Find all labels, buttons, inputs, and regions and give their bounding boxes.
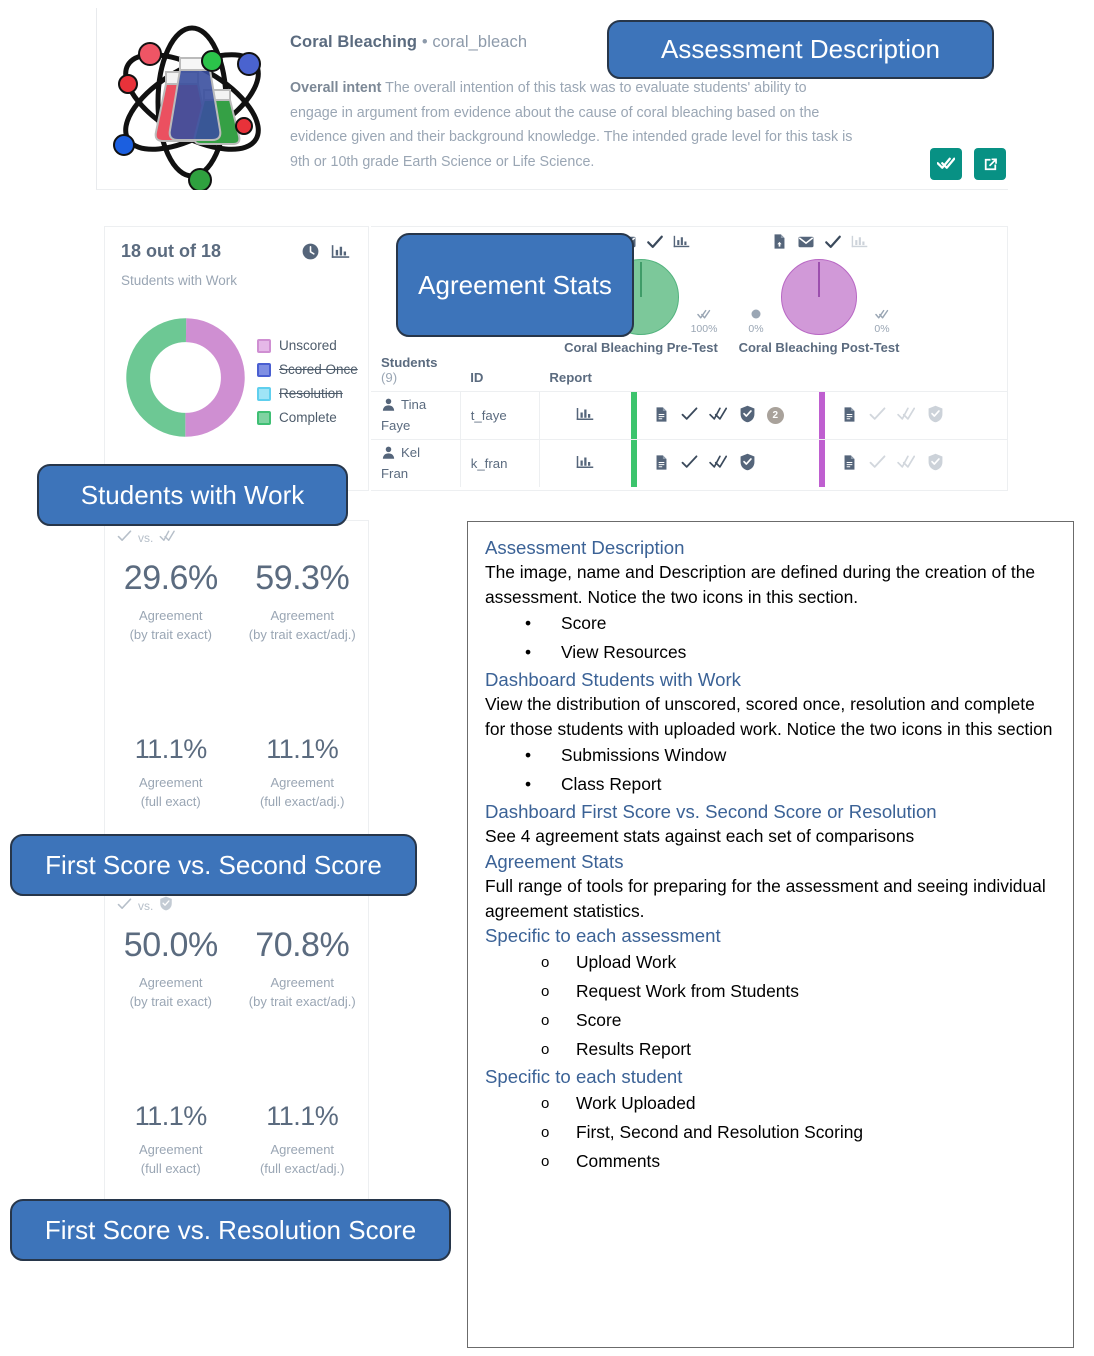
shield-check-icon — [159, 896, 173, 916]
assessment-title-slug: coral_bleach — [432, 33, 528, 51]
notes-list-dashboard-students-with-work — [485, 741, 1057, 799]
agreement-label-line2: (full exact) — [140, 1161, 201, 1176]
student-name-cell — [371, 440, 460, 488]
agreement-value: 70.8% — [255, 926, 350, 964]
agreement-label-line2: (by trait exact) — [129, 627, 212, 642]
agreement-comparison-header — [117, 896, 173, 916]
first-score-check-icon[interactable] — [869, 455, 886, 472]
overall-intent-text: The overall intention of this task was to evaluate students' ability to engage in argument from evidence about the cause of coral bleaching based on the evidence given and their background knowledge. The intended grade level for this task is 9th or 10th grade Earth Science or Life Science. — [290, 80, 853, 170]
pie-needle — [640, 262, 642, 297]
vs-label: vs. — [138, 531, 154, 545]
resolution-shield-check-icon[interactable] — [739, 453, 756, 474]
header-students-count: (9) — [381, 370, 398, 385]
bullet-icon: • — [525, 745, 532, 766]
list-item-label: Results Report — [576, 1039, 692, 1060]
second-score-double-check-icon[interactable] — [897, 407, 916, 424]
legend-swatch-unscored — [257, 339, 271, 353]
bullet-icon: o — [541, 1124, 550, 1142]
assessment-title — [290, 33, 527, 52]
assessment-column-post-test — [734, 233, 904, 356]
vs-label: vs. — [138, 899, 154, 913]
upload-file-icon[interactable] — [771, 233, 788, 255]
agreement-label-line2: (full exact/adj.) — [259, 1161, 345, 1176]
legend-label-unscored: Unscored — [279, 338, 337, 353]
students-with-work-donut-chart — [123, 315, 248, 440]
student-name-cell — [371, 392, 460, 440]
legend-item — [257, 409, 358, 426]
post-test-status-cell — [825, 440, 1008, 488]
agreement-label — [237, 773, 369, 811]
agreement-stats-first-vs-resolution-card — [104, 887, 369, 1205]
class-report-button[interactable] — [331, 242, 350, 266]
double-check-icon — [684, 309, 724, 322]
agreement-stat-full-exact — [105, 733, 237, 811]
agreement-label-line1: Agreement — [138, 975, 203, 990]
students-with-work-count: 18 out of 18 — [121, 241, 222, 261]
bullet-icon: o — [541, 954, 550, 972]
list-item-label: Class Report — [561, 774, 662, 795]
double-check-icon — [862, 309, 902, 322]
callout-assessment-description: Assessment Description — [607, 20, 994, 79]
bar-chart-icon[interactable] — [576, 411, 594, 426]
table-row[interactable] — [371, 392, 1008, 440]
check-icon[interactable] — [646, 233, 664, 256]
notes-heading-specific-to-each-student: Specific to each student — [485, 1066, 683, 1088]
legend-swatch-resolution — [257, 387, 271, 401]
legend-item — [257, 385, 358, 402]
list-item-label: Score — [576, 1010, 622, 1031]
legend-swatch-complete — [257, 411, 271, 425]
assessment-title-separator: • — [421, 33, 428, 51]
callout-students-with-work: Students with Work — [37, 464, 348, 526]
legend-label-complete: Complete — [279, 410, 337, 425]
agreement-label-line1: Agreement — [270, 975, 335, 990]
list-item-label: Score — [561, 613, 607, 634]
agreement-label-line1: Agreement — [270, 608, 335, 623]
list-item — [485, 770, 1057, 799]
post-test-left-stat — [736, 309, 776, 335]
legend-label-resolution: Resolution — [279, 386, 343, 401]
notes-body-dashboard-first-vs-second: See 4 agreement stats against each set of comparisons — [485, 826, 915, 847]
table-row[interactable] — [371, 440, 1008, 488]
resolution-shield-check-icon[interactable] — [927, 405, 944, 426]
legend-label-scored-once: Scored Once — [279, 362, 358, 377]
document-icon[interactable] — [653, 406, 670, 426]
header-students-label: Students — [381, 355, 438, 370]
callout-first-vs-second-score: First Score vs. Second Score — [10, 834, 417, 896]
legend-item — [257, 361, 358, 378]
document-icon[interactable] — [841, 406, 858, 426]
student-name: Kel Fran — [381, 445, 421, 481]
list-item — [485, 1006, 1057, 1035]
second-score-double-check-icon[interactable] — [897, 455, 916, 472]
list-item — [485, 948, 1057, 977]
agreement-label-line1: Agreement — [270, 1142, 335, 1157]
student-id: t_faye — [460, 392, 539, 440]
agreement-stat-full-exact — [105, 1100, 237, 1178]
avatar-person-icon — [381, 445, 396, 465]
list-item — [485, 1035, 1057, 1064]
agreement-label-line2: (full exact) — [140, 794, 201, 809]
post-test-pie-chart — [781, 259, 857, 335]
bullet-icon: o — [541, 1012, 550, 1030]
agreement-stats-first-vs-second-card — [104, 520, 369, 838]
bullet-icon: o — [541, 1041, 550, 1059]
bullet-icon: o — [541, 1095, 550, 1113]
agreement-value: 11.1% — [266, 1101, 339, 1131]
agreement-value: 11.1% — [266, 734, 339, 764]
callout-first-vs-resolution-score: First Score vs. Resolution Score — [10, 1199, 451, 1261]
agreement-stat-by-trait-exact — [105, 926, 237, 1011]
students-with-work-legend — [257, 337, 358, 433]
list-item-label: Work Uploaded — [576, 1093, 696, 1114]
second-score-double-check-icon[interactable] — [709, 455, 728, 472]
list-item — [485, 609, 1057, 638]
list-item-label: View Resources — [561, 642, 687, 663]
clock-icon — [301, 242, 320, 261]
student-name: Tina Faye — [381, 397, 427, 433]
post-test-right-percent: 0% — [874, 323, 890, 335]
bar-chart-icon[interactable] — [673, 233, 690, 255]
agreement-stat-full-exact-adj — [237, 1100, 369, 1178]
bar-chart-icon[interactable] — [576, 459, 594, 474]
bar-chart-icon — [331, 242, 350, 261]
callout-agreement-stats: Agreement Stats — [396, 233, 634, 337]
notes-list-specific-to-each-student — [485, 1089, 1057, 1176]
post-test-status-cell — [825, 392, 1008, 440]
header-post-test-icons — [825, 355, 1008, 392]
list-item-label: Upload Work — [576, 952, 677, 973]
check-icon — [117, 897, 132, 915]
bullet-icon: o — [541, 983, 550, 1001]
double-check-icon — [159, 529, 176, 547]
assessment-title-main: Coral Bleaching — [290, 33, 418, 51]
check-icon — [117, 529, 132, 547]
agreement-label — [237, 973, 369, 1011]
agreement-stat-by-trait-exact-adj — [237, 559, 369, 644]
header-students — [371, 355, 460, 392]
header-id: ID — [470, 370, 484, 385]
assessment-toolbar-post-test — [734, 233, 904, 255]
first-score-check-icon[interactable] — [681, 455, 698, 472]
list-item — [485, 638, 1057, 667]
notes-heading-assessment-description: Assessment Description — [485, 537, 685, 558]
avatar-person-icon — [381, 397, 396, 417]
post-test-left-percent: 0% — [748, 323, 764, 335]
bullet-icon: • — [525, 774, 532, 795]
agreement-label-line1: Agreement — [138, 1142, 203, 1157]
agreement-label-line2: (full exact/adj.) — [259, 794, 345, 809]
header-pre-test-icons — [637, 355, 820, 392]
score-button[interactable] — [930, 148, 962, 180]
list-item — [485, 977, 1057, 1006]
assessment-logo-atom-icon — [104, 14, 280, 190]
envelope-icon[interactable] — [797, 233, 815, 256]
agreement-stat-full-exact-adj — [237, 733, 369, 811]
pre-test-right-stat — [684, 309, 724, 335]
resolution-shield-check-icon[interactable] — [927, 453, 944, 474]
resolution-shield-check-icon[interactable] — [739, 405, 756, 426]
bullet-icon: • — [525, 613, 532, 634]
comments-count-badge[interactable]: 2 — [767, 407, 784, 424]
notes-body-dashboard-students-with-work: View the distribution of unscored, scored once, resolution and complete for those students with uploaded work. Notice the two icons in this section — [485, 694, 1053, 739]
agreement-label — [237, 606, 369, 644]
first-score-check-icon[interactable] — [869, 407, 886, 424]
pre-test-right-percent: 100% — [690, 323, 718, 335]
agreement-label-line1: Agreement — [138, 775, 203, 790]
agreement-label-line2: (by trait exact/adj.) — [248, 994, 356, 1009]
document-icon[interactable] — [653, 454, 670, 474]
students-table — [371, 355, 1008, 487]
agreement-label — [105, 773, 237, 811]
pre-test-status-cell — [637, 392, 820, 440]
student-report-cell[interactable] — [539, 440, 630, 488]
pre-test-status-cell — [637, 440, 820, 488]
post-test-title: Coral Bleaching Post-Test — [738, 340, 900, 355]
agreement-value: 59.3% — [255, 559, 350, 597]
agreement-label — [105, 1140, 237, 1178]
agreement-label-line1: Agreement — [270, 775, 335, 790]
student-id: k_fran — [460, 440, 539, 488]
annotations-panel — [467, 521, 1074, 1348]
assessment-description-text — [290, 76, 855, 174]
agreement-label — [105, 973, 237, 1011]
agreement-label — [105, 606, 237, 644]
list-item-label: First, Second and Resolution Scoring — [576, 1122, 864, 1143]
first-score-check-icon[interactable] — [681, 407, 698, 424]
list-item — [485, 741, 1057, 770]
bullet-icon: • — [525, 642, 532, 663]
agreement-value: 50.0% — [123, 926, 218, 964]
notes-list-specific-to-each-assessment — [485, 948, 1057, 1064]
notes-heading-dashboard-first-vs-second: Dashboard First Score vs. Second Score or Resolution — [485, 801, 937, 823]
check-icon[interactable] — [824, 233, 842, 256]
view-resources-button[interactable] — [974, 148, 1006, 180]
notes-body-agreement-stats: Full range of tools for preparing for the assessment and seeing individual agreement statistics. — [485, 875, 1046, 921]
list-item — [485, 1147, 1057, 1176]
agreement-label — [237, 1140, 369, 1178]
students-with-work-subtitle: Students with Work — [121, 273, 238, 288]
students-with-work-card — [104, 226, 369, 491]
bullet-icon: o — [541, 1153, 550, 1171]
agreement-value: 11.1% — [134, 1101, 207, 1131]
overall-intent-label: Overall intent — [290, 80, 382, 96]
legend-swatch-scored-once — [257, 363, 271, 377]
table-header-row — [371, 355, 1008, 392]
notes-heading-dashboard-students-with-work: Dashboard Students with Work — [485, 669, 741, 691]
header-report: Report — [549, 370, 592, 385]
agreement-value: 29.6% — [123, 559, 218, 597]
legend-item — [257, 337, 358, 354]
notes-body-assessment-description: The image, name and Description are defined during the creation of the assessment. Notice the two icons in this section. — [485, 562, 1036, 607]
student-report-cell[interactable] — [539, 392, 630, 440]
list-item — [485, 1089, 1057, 1118]
notes-list-assessment-description — [485, 609, 1057, 667]
document-icon[interactable] — [841, 454, 858, 474]
list-item — [485, 1118, 1057, 1147]
list-item-label: Comments — [576, 1151, 661, 1172]
list-item-label: Submissions Window — [561, 745, 727, 766]
agreement-label-line2: (by trait exact/adj.) — [248, 627, 356, 642]
second-score-double-check-icon[interactable] — [709, 407, 728, 424]
pie-needle — [818, 262, 820, 297]
bar-chart-icon — [851, 233, 868, 255]
notes-heading-specific-to-each-assessment: Specific to each assessment — [485, 925, 721, 947]
list-item-label: Request Work from Students — [576, 981, 799, 1002]
agreement-value: 11.1% — [134, 734, 207, 764]
agreement-comparison-header — [117, 529, 176, 547]
agreement-label-line1: Agreement — [138, 608, 203, 623]
agreement-stat-by-trait-exact-adj — [237, 926, 369, 1011]
agreement-label-line2: (by trait exact) — [129, 994, 212, 1009]
agreement-stat-by-trait-exact — [105, 559, 237, 644]
post-test-right-stat — [862, 309, 902, 335]
dot-icon — [736, 309, 776, 322]
double-check-icon — [937, 155, 955, 173]
submissions-window-button[interactable] — [301, 242, 320, 266]
pre-test-title: Coral Bleaching Pre-Test — [564, 340, 718, 355]
notes-heading-agreement-stats: Agreement Stats — [485, 850, 624, 872]
external-link-icon — [982, 156, 999, 173]
